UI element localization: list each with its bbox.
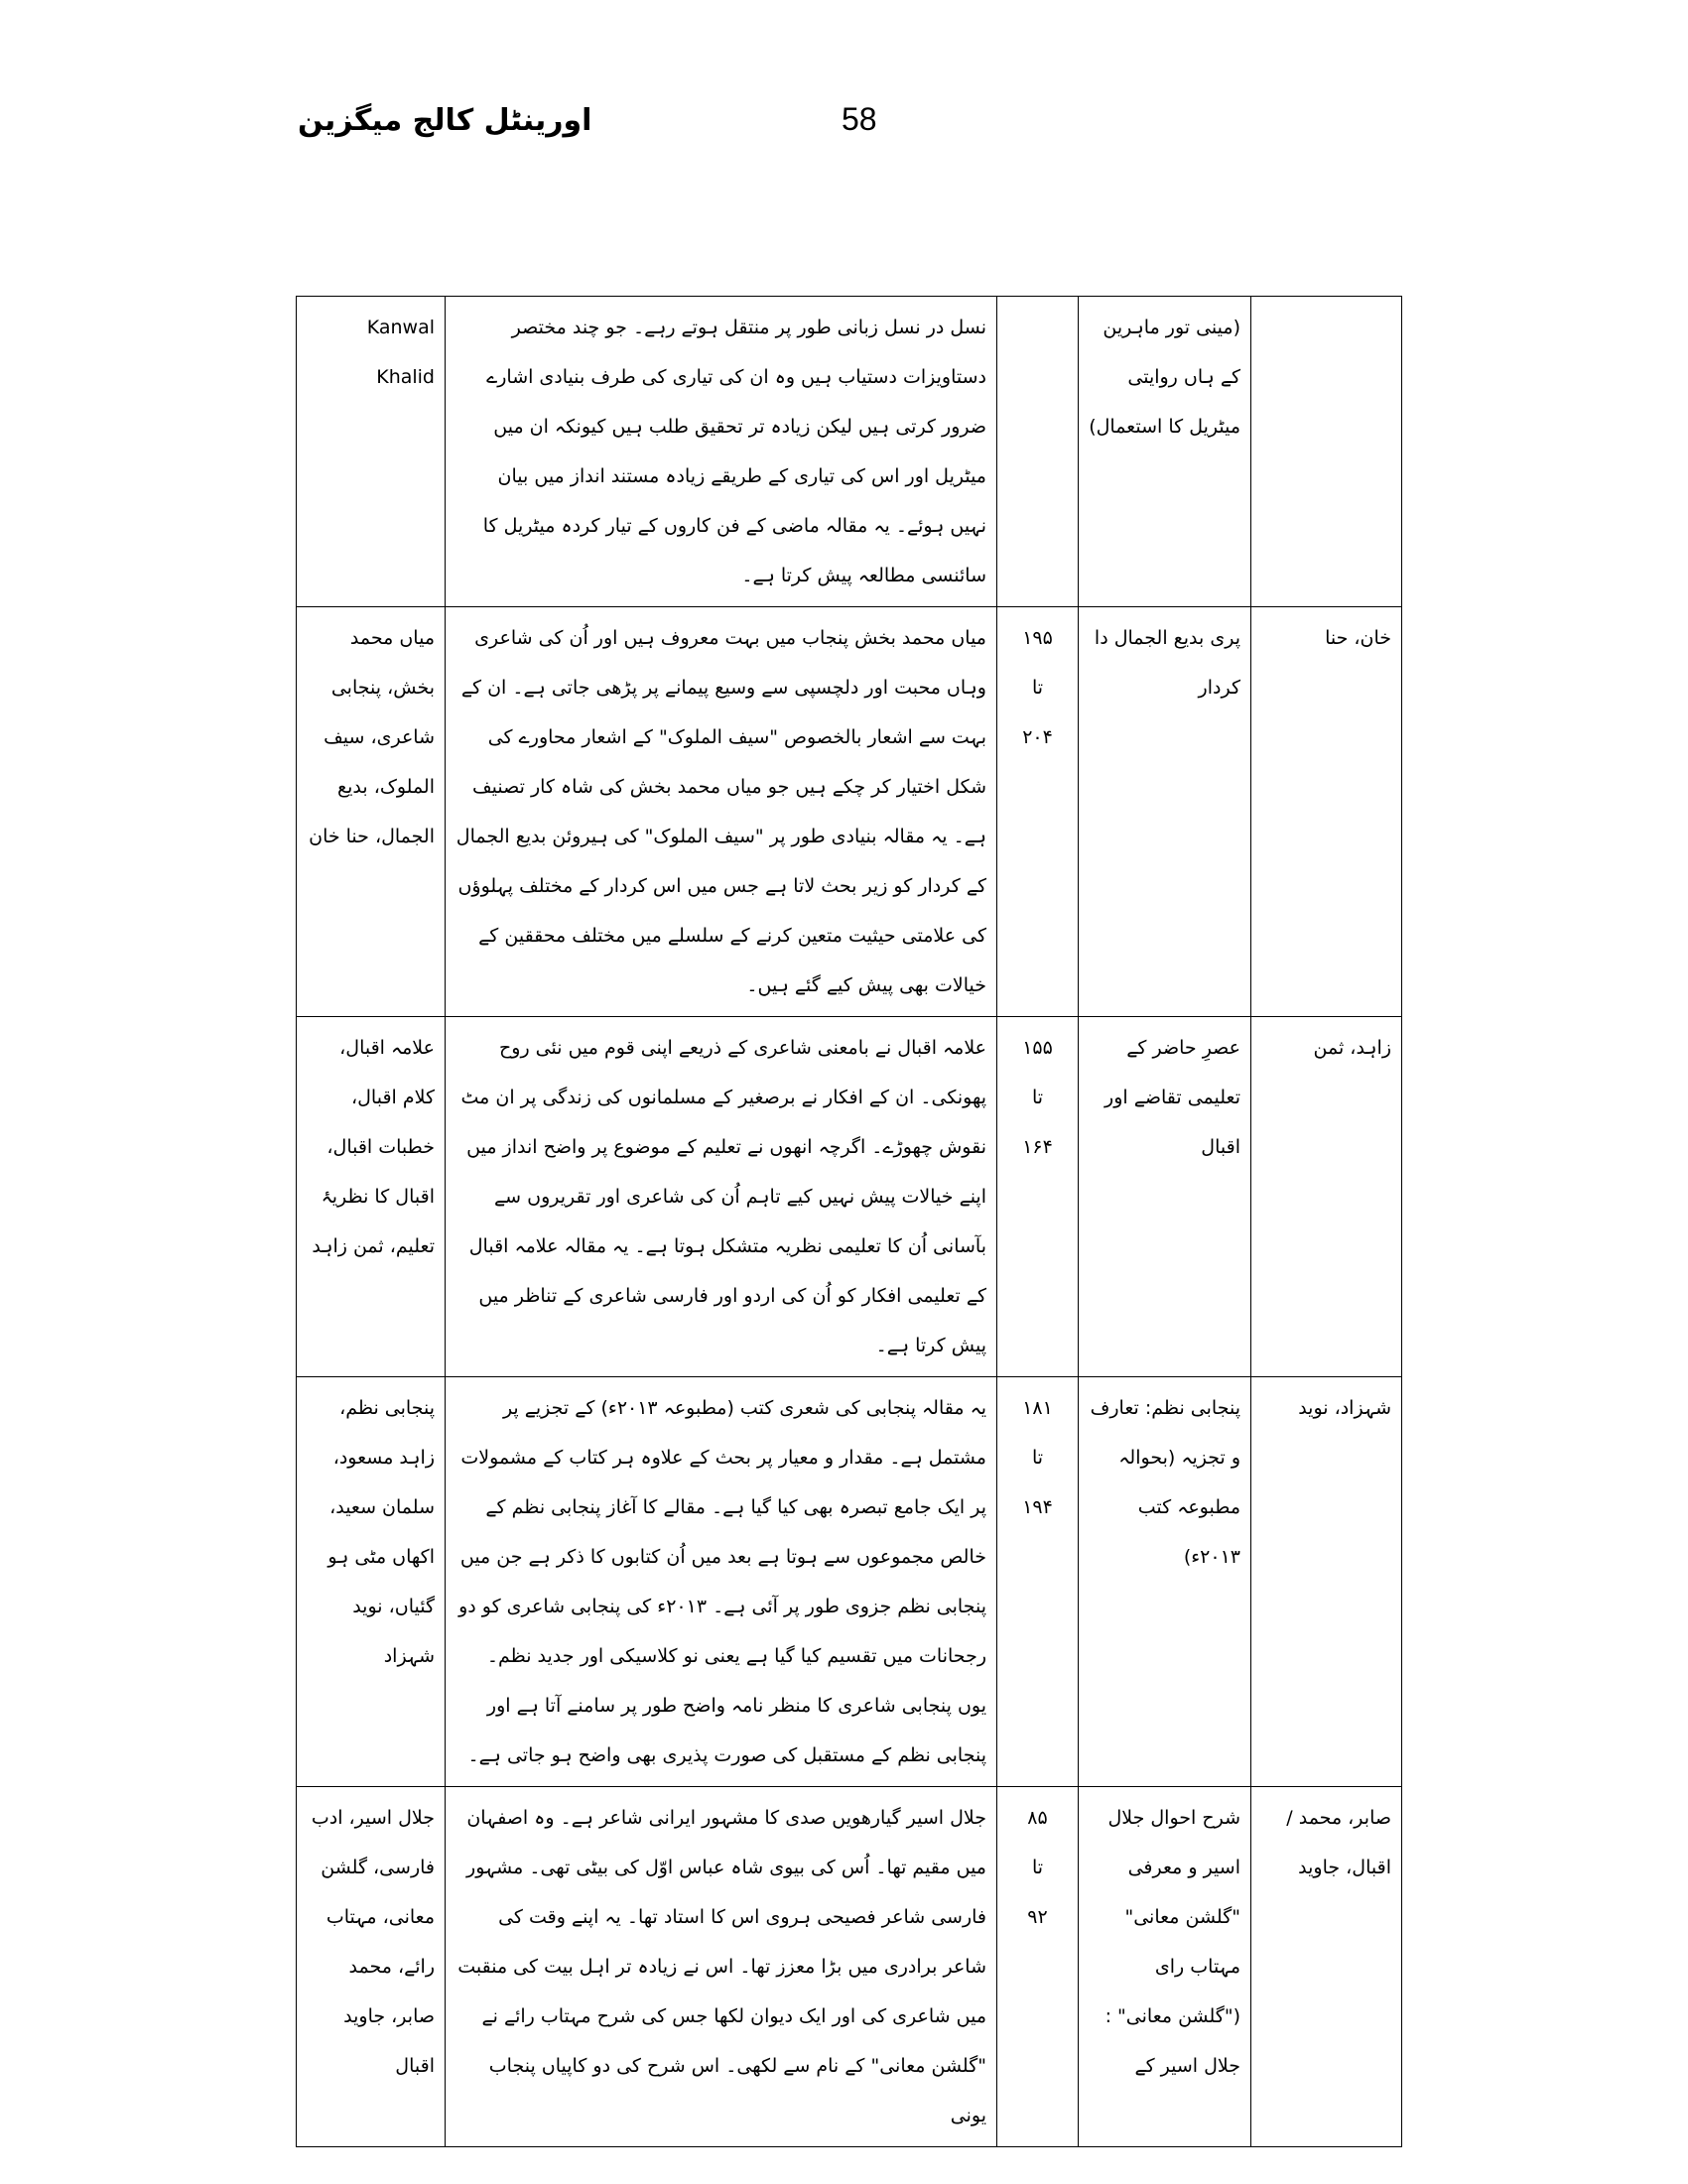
abstract-cell: جلال اسیر گیارھویں صدی کا مشہور ایرانی شاعر ہے۔ وہ اصفہان میں مقیم تھا۔ اُس کی بیوی شاہ عباس اوّل کی بیٹی تھی۔ مشہور فارسی شاعر فصیحی ہروی اس کا استاد تھا۔ یہ اپنے وقت کی شاعر برادری میں بڑا معزز تھا۔ اس نے زیادہ تر اہل بیت کی منقبت میں شاعری کی اور ایک دیوان لکھا جس کی شرح مہتاب رائے نے "گلشن معانی" کے نام سے لکھی۔ اس شرح کی دو کاپیاں پنجاب یونی <box>446 1787 997 2147</box>
page-to-label: تا <box>1031 1447 1044 1469</box>
keywords-cell: پنجابی نظم، زاہد مسعود، سلمان سعید، اکھاں مٹی ہو گئیاں، نوید شہزاد <box>297 1377 446 1787</box>
pages-cell <box>997 297 1079 607</box>
author-cell: خان، حنا <box>1251 607 1402 1017</box>
page-to-label: تا <box>1031 1087 1044 1108</box>
pages-cell <box>997 607 1079 1017</box>
magazine-title: اورینٹل کالج میگزین <box>298 103 592 138</box>
pages-cell <box>997 1787 1079 2147</box>
author-cell: صابر، محمد / اقبال، جاوید <box>1251 1787 1402 2147</box>
table-row <box>297 1787 1402 2147</box>
author-cell: شہزاد، نوید <box>1251 1377 1402 1787</box>
page-from: ۱۹۵ <box>1022 627 1053 649</box>
keywords-cell: جلال اسیر، ادب فارسی، گلشن معانی، مہتاب رائے، محمد صابر، جاوید اقبال <box>297 1787 446 2147</box>
page-from: ۱۸۱ <box>1022 1397 1053 1419</box>
keywords-cell: علامہ اقبال، کلام اقبال، خطبات اقبال، اقبال کا نظریۂ تعلیم، ثمن زاہد <box>297 1017 446 1377</box>
title-cell: عصرِ حاضر کے تعلیمی تقاضے اور اقبال <box>1079 1017 1251 1377</box>
page-from: ۱۵۵ <box>1022 1037 1053 1059</box>
abstract-cell: علامہ اقبال نے بامعنی شاعری کے ذریعے اپنی قوم میں نئی روح پھونکی۔ ان کے افکار نے برصغیر کے مسلمانوں کی زندگی پر ان مٹ نقوش چھوڑے۔ اگرچہ انھوں نے تعلیم کے موضوع پر واضح انداز میں اپنے خیالات پیش نہیں کیے تاہم اُن کی شاعری اور تقریروں سے بآسانی اُن کا تعلیمی نظریہ متشکل ہوتا ہے۔ یہ مقالہ علامہ اقبال کے تعلیمی افکار کو اُن کی اردو اور فارسی شاعری کے تناظر میں پیش کرتا ہے۔ <box>446 1017 997 1377</box>
pages-cell <box>997 1017 1079 1377</box>
title-cell: شرح احوال جلال اسیر و معرفی "گلشن معانی" مہتاب رای ("گلشن معانی" : جلال اسیر کے <box>1079 1787 1251 2147</box>
author-cell: زاہد، ثمن <box>1251 1017 1402 1377</box>
keywords-cell: Kanwal Khalid <box>297 297 446 607</box>
keywords-cell: میاں محمد بخش، پنجابی شاعری، سیف الملوک، بدیع الجمال، حنا خان <box>297 607 446 1017</box>
page-from: ۸۵ <box>1027 1807 1048 1829</box>
page-to-label: تا <box>1031 1857 1044 1878</box>
table-row <box>297 1017 1402 1377</box>
page-number: 58 <box>842 101 877 137</box>
page-to-label: تا <box>1031 677 1044 699</box>
page-to: ۱۶۴ <box>1022 1136 1053 1158</box>
page-to: ۹۲ <box>1027 1906 1048 1928</box>
title-cell: (مینی تور ماہرین کے ہاں روایتی میٹریل کا استعمال) <box>1079 297 1251 607</box>
title-cell: پنجابی نظم: تعارف و تجزیہ (بحوالہ مطبوعہ کتب ۲۰۱۳ء) <box>1079 1377 1251 1787</box>
abstract-cell: میاں محمد بخش پنجاب میں بہت معروف ہیں اور اُن کی شاعری وہاں محبت اور دلچسپی سے وسیع پیمانے پر پڑھی جاتی ہے۔ ان کے بہت سے اشعار بالخصوص "سیف الملوک" کے اشعار محاورے کی شکل اختیار کر چکے ہیں جو میاں محمد بخش کی شاہ کار تصنیف ہے۔ یہ مقالہ بنیادی طور پر "سیف الملوک" کی ہیروئن بدیع الجمال کے کردار کو زیر بحث لاتا ہے جس میں اس کردار کے مختلف پہلوؤں کی علامتی حیثیت متعین کرنے کے سلسلے میں مختلف محققین کے خیالات بھی پیش کیے گئے ہیں۔ <box>446 607 997 1017</box>
index-table <box>296 296 1402 2147</box>
table-row <box>297 1377 1402 1787</box>
page-to: ۲۰۴ <box>1022 726 1053 748</box>
table-row <box>297 607 1402 1017</box>
abstract-cell: نسل در نسل زبانی طور پر منتقل ہوتے رہے۔ جو چند مختصر دستاویزات دستیاب ہیں وہ ان کی تیاری کی طرف بنیادی اشارے ضرور کرتی ہیں لیکن زیادہ تر تحقیق طلب ہیں کیونکہ ان میں میٹریل اور اس کی تیاری کے طریقے زیادہ مستند انداز میں بیان نہیں ہوئے۔ یہ مقالہ ماضی کے فن کاروں کے تیار کردہ میٹریل کا سائنسی مطالعہ پیش کرتا ہے۔ <box>446 297 997 607</box>
abstract-cell: یہ مقالہ پنجابی کی شعری کتب (مطبوعہ ۲۰۱۳ء) کے تجزیے پر مشتمل ہے۔ مقدار و معیار پر بحث کے علاوہ ہر کتاب کے مشمولات پر ایک جامع تبصرہ بھی کیا گیا ہے۔ مقالے کا آغاز پنجابی نظم کے خالص مجموعوں سے ہوتا ہے بعد میں اُن کتابوں کا ذکر ہے جن میں پنجابی نظم جزوی طور پر آئی ہے۔ ۲۰۱۳ء کی پنجابی شاعری کو دو رجحانات میں تقسیم کیا گیا ہے یعنی نو کلاسیکی اور جدید نظم۔ یوں پنجابی شاعری کا منظر نامہ واضح طور پر سامنے آتا ہے اور پنجابی نظم کے مستقبل کی صورت پذیری بھی واضح ہو جاتی ہے۔ <box>446 1377 997 1787</box>
author-cell <box>1251 297 1402 607</box>
title-cell: پری بدیع الجمال دا کردار <box>1079 607 1251 1017</box>
page-to: ۱۹۴ <box>1022 1496 1053 1518</box>
table-row <box>297 297 1402 607</box>
pages-cell <box>997 1377 1079 1787</box>
